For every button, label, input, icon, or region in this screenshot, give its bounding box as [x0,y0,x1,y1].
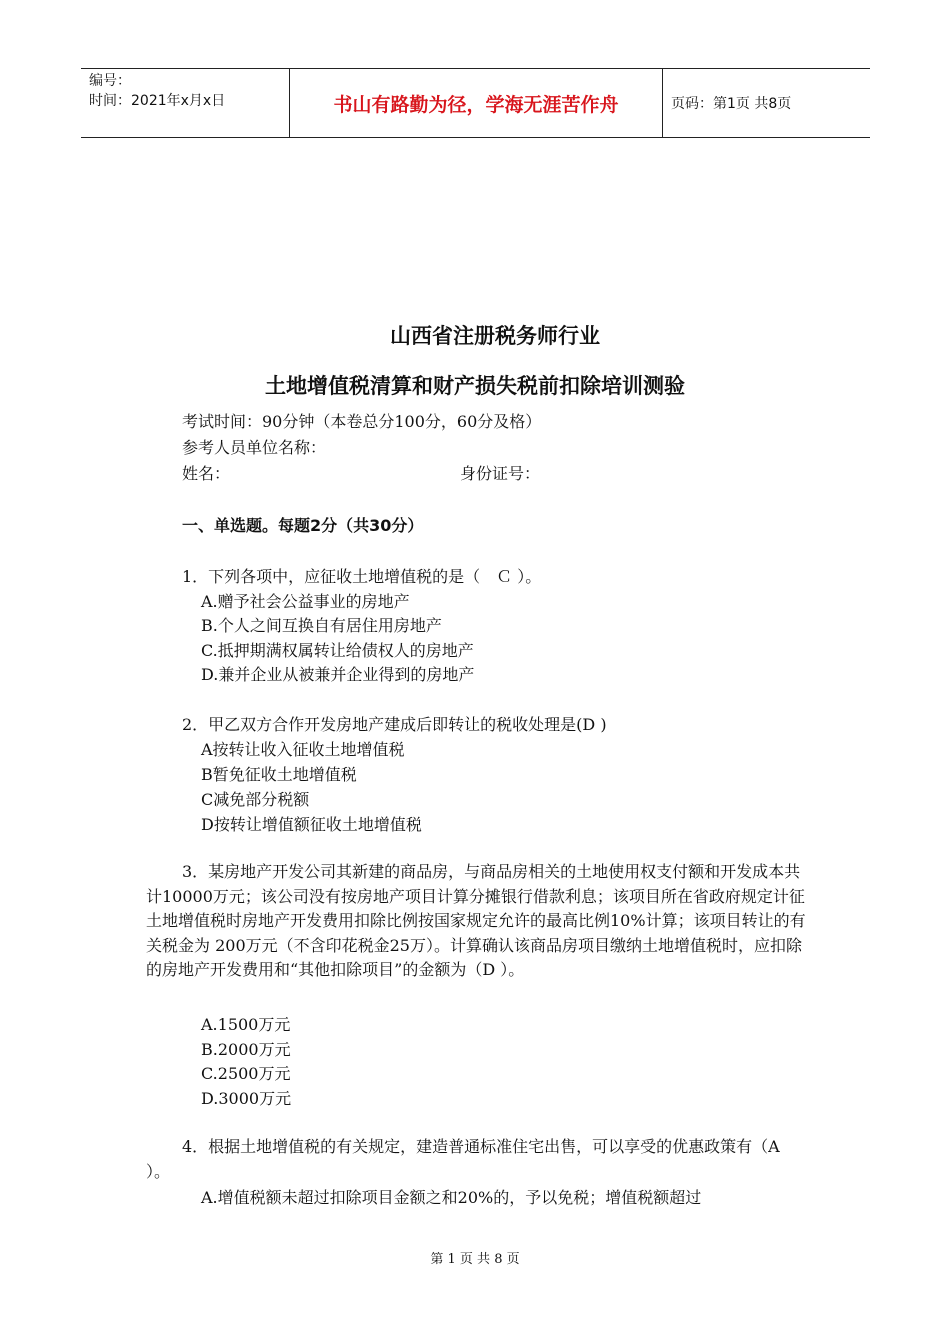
q2-option-d: D按转让增值额征收土地增值税 [201,815,422,834]
q1-stem: 1．下列各项中，应征收土地增值税的是（ Ｃ ）。 [182,567,542,586]
q2-option-c: C减免部分税额 [201,790,310,809]
q3-option-a: A.1500万元 [201,1015,291,1034]
unit-name-label: 参考人员单位名称： [182,438,327,457]
id-label: 身份证号： [460,464,541,483]
name-label: 姓名： [182,464,231,483]
q1-option-c: C.抵押期满权属转让给债权人的房地产 [201,641,474,660]
title-line-2: 土地增值税清算和财产损失税前扣除培训测验 [265,374,685,398]
q3-option-b: B.2000万元 [201,1040,291,1059]
page-header [81,68,870,138]
title-line-1: 山西省注册税务师行业 [390,324,600,348]
header-meta [81,69,290,137]
q1-option-d: D.兼并企业从被兼并企业得到的房地产 [201,665,475,684]
code-label: 编号： [89,73,131,89]
q3-stem: 3．某房地产开发公司其新建的商品房，与商品房相关的土地使用权支付额和开发成本共计10000万元；该公司没有按房地产项目计算分摊银行借款利息；该项目所在省政府规定计征土地增值税时房地产开发费用扣除比例按国家规定允许的最高比例10%计算；该项目转让的有关税金为 200万元（不含印花税金25万）。计算确认该商品房项目缴纳土地增值税时，应扣除的房地产开发费用和“其他扣除项目”的金额为（D ）。 [146,862,806,979]
q1-option-a: A.赠予社会公益事业的房地产 [201,592,410,611]
header-page-info: 页码：第1页 共8页 [671,96,792,112]
header-motto: 书山有路勤为径，学海无涯苦作舟 [290,69,663,137]
q2-option-b: B暂免征收土地增值税 [201,765,357,784]
page-footer: 第 1 页 共 8 页 [430,1252,520,1267]
q2-option-a: A按转让收入征收土地增值税 [201,740,405,759]
q1-option-b: B.个人之间互换自有居住用房地产 [201,616,442,635]
section-heading: 一、单选题。每题2分（共30分） [182,516,424,535]
q4-stem: 4．根据土地增值税的有关规定，建造普通标准住宅出售，可以享受的优惠政策有（A ）。 [146,1137,780,1181]
q4-option-a: A.增值税额未超过扣除项目金额之和20%的，予以免税；增值税额超过 [201,1188,702,1207]
time-label: 时间：2021年x月x日 [89,93,226,109]
q3-option-d: D.3000万元 [201,1089,292,1108]
q3-option-c: C.2500万元 [201,1064,291,1083]
q2-stem: 2．甲乙双方合作开发房地产建成后即转让的税收处理是(D ) [182,715,607,734]
exam-time: 考试时间：90分钟（本卷总分100分，60分及格） [182,412,542,431]
